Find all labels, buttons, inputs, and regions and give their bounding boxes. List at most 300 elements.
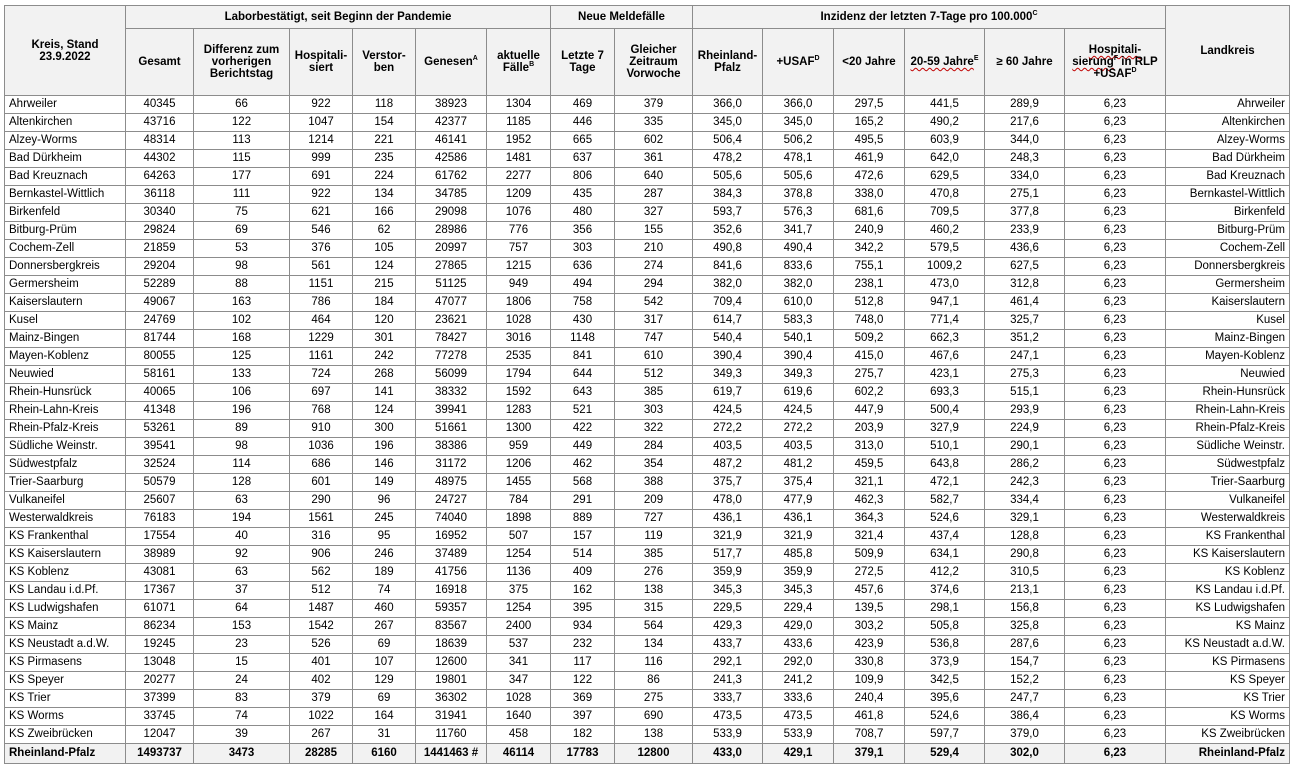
cell-gesamt: 44302	[126, 150, 194, 168]
table-row	[5, 456, 1290, 474]
cell-gleicher-zeitraum: 134	[615, 636, 693, 654]
cell-inzidenz-usaf: 241,2	[763, 672, 834, 690]
cell-letzte-7-tage: 395	[551, 600, 615, 618]
cell-landkreis: KS Ludwigshafen	[1166, 600, 1290, 618]
cell-gleicher-zeitraum: 119	[615, 528, 693, 546]
cell-differenz: 23	[194, 636, 290, 654]
cell-inzidenz-rlp: 429,3	[693, 618, 763, 636]
cell-inzidenz-20-59: 524,6	[905, 510, 985, 528]
cell-inzidenz-20-59: 634,1	[905, 546, 985, 564]
cell-genesen: 37489	[416, 546, 487, 564]
cell-differenz: 83	[194, 690, 290, 708]
cell-inzidenz-usaf: 436,1	[763, 510, 834, 528]
cell-inzidenz-rlp: 436,1	[693, 510, 763, 528]
cell-inzidenz-rlp: 321,9	[693, 528, 763, 546]
cell-letzte-7-tage: 303	[551, 240, 615, 258]
table-row	[5, 276, 1290, 294]
cell-inzidenz-rlp: 540,4	[693, 330, 763, 348]
cell-inzidenz-rlp: 619,7	[693, 384, 763, 402]
table-container	[4, 5, 1290, 764]
cell-inzidenz-unter-20: 275,7	[834, 366, 905, 384]
cell-hospitalisiert: 922	[290, 96, 353, 114]
cell-landkreis: KS Pirmasens	[1166, 654, 1290, 672]
cell-inzidenz-usaf: 833,6	[763, 258, 834, 276]
header-inzidenz-text: Inzidenz der letzten 7-Tage pro 100.000	[820, 11, 1033, 23]
cell-inzidenz-usaf: 481,2	[763, 456, 834, 474]
cell-differenz: 15	[194, 654, 290, 672]
cell-kreis: KS Neustadt a.d.W.	[5, 636, 126, 654]
cell-landkreis: Trier-Saarburg	[1166, 474, 1290, 492]
cell-hospitalisiert: 697	[290, 384, 353, 402]
cell-landkreis: Altenkirchen	[1166, 114, 1290, 132]
header-hospitalisierung	[1065, 29, 1166, 96]
cell-verstorben: 141	[353, 384, 416, 402]
cell-letzte-7-tage: 232	[551, 636, 615, 654]
cell-letzte-7-tage: 480	[551, 204, 615, 222]
cell-gesamt: 30340	[126, 204, 194, 222]
cell-inzidenz-20-59: 529,4	[905, 744, 985, 764]
cell-gleicher-zeitraum: 317	[615, 312, 693, 330]
cell-letzte-7-tage: 521	[551, 402, 615, 420]
cell-gleicher-zeitraum: 209	[615, 492, 693, 510]
cell-gesamt: 21859	[126, 240, 194, 258]
cell-hospitalisierung: 6,23	[1065, 96, 1166, 114]
cell-inzidenz-ueber-60: 334,4	[985, 492, 1065, 510]
cell-aktuelle-faelle: 757	[487, 240, 551, 258]
cell-inzidenz-20-59: 947,1	[905, 294, 985, 312]
cell-inzidenz-ueber-60: 351,2	[985, 330, 1065, 348]
cell-verstorben: 69	[353, 690, 416, 708]
cell-letzte-7-tage: 644	[551, 366, 615, 384]
cell-aktuelle-faelle: 2277	[487, 168, 551, 186]
cell-verstorben: 300	[353, 420, 416, 438]
cell-letzte-7-tage: 1148	[551, 330, 615, 348]
cell-gleicher-zeitraum: 210	[615, 240, 693, 258]
cell-kreis: KS Trier	[5, 690, 126, 708]
cell-differenz: 24	[194, 672, 290, 690]
cell-gesamt: 17554	[126, 528, 194, 546]
cell-differenz: 75	[194, 204, 290, 222]
cell-differenz: 89	[194, 420, 290, 438]
cell-verstorben: 134	[353, 186, 416, 204]
cell-landkreis: KS Mainz	[1166, 618, 1290, 636]
cell-inzidenz-unter-20: 748,0	[834, 312, 905, 330]
cell-verstorben: 166	[353, 204, 416, 222]
cell-genesen: 42377	[416, 114, 487, 132]
cell-verstorben: 196	[353, 438, 416, 456]
cell-inzidenz-rlp: 359,9	[693, 564, 763, 582]
cell-inzidenz-20-59: 470,8	[905, 186, 985, 204]
cell-aktuelle-faelle: 1283	[487, 402, 551, 420]
cell-inzidenz-usaf: 292,0	[763, 654, 834, 672]
cell-inzidenz-20-59: 342,5	[905, 672, 985, 690]
cell-aktuelle-faelle: 784	[487, 492, 551, 510]
cell-inzidenz-rlp: 506,4	[693, 132, 763, 150]
cell-inzidenz-usaf: 506,2	[763, 132, 834, 150]
cell-inzidenz-unter-20: 708,7	[834, 726, 905, 744]
cell-inzidenz-ueber-60: 386,4	[985, 708, 1065, 726]
table-row	[5, 654, 1290, 672]
cell-gleicher-zeitraum: 284	[615, 438, 693, 456]
cell-gleicher-zeitraum: 747	[615, 330, 693, 348]
cell-hospitalisiert: 512	[290, 582, 353, 600]
cell-verstorben: 224	[353, 168, 416, 186]
cell-gleicher-zeitraum: 388	[615, 474, 693, 492]
cell-gleicher-zeitraum: 354	[615, 456, 693, 474]
table-row	[5, 348, 1290, 366]
cell-verstorben: 107	[353, 654, 416, 672]
cell-aktuelle-faelle: 3016	[487, 330, 551, 348]
cell-aktuelle-faelle: 1206	[487, 456, 551, 474]
cell-inzidenz-usaf: 576,3	[763, 204, 834, 222]
cell-verstorben: 235	[353, 150, 416, 168]
cell-differenz: 153	[194, 618, 290, 636]
cell-inzidenz-unter-20: 472,6	[834, 168, 905, 186]
cell-hospitalisiert: 376	[290, 240, 353, 258]
cell-gesamt: 32524	[126, 456, 194, 474]
cell-kreis: KS Mainz	[5, 618, 126, 636]
cell-gleicher-zeitraum: 294	[615, 276, 693, 294]
cell-inzidenz-20-59: 579,5	[905, 240, 985, 258]
cell-aktuelle-faelle: 1898	[487, 510, 551, 528]
header-2059-text: 20-59 Jahre	[910, 56, 974, 68]
cell-hospitalisiert: 786	[290, 294, 353, 312]
cell-inzidenz-20-59: 374,6	[905, 582, 985, 600]
cell-gleicher-zeitraum: 138	[615, 582, 693, 600]
cell-differenz: 63	[194, 564, 290, 582]
cell-letzte-7-tage: 469	[551, 96, 615, 114]
cell-inzidenz-rlp: 229,5	[693, 600, 763, 618]
cell-aktuelle-faelle: 347	[487, 672, 551, 690]
table-row	[5, 708, 1290, 726]
cell-genesen: 19801	[416, 672, 487, 690]
cell-kreis: KS Pirmasens	[5, 654, 126, 672]
cell-kreis: KS Zweibrücken	[5, 726, 126, 744]
cell-hospitalisiert: 910	[290, 420, 353, 438]
cell-inzidenz-rlp: 533,9	[693, 726, 763, 744]
header-genesen-text: Genesen	[424, 56, 473, 68]
cell-inzidenz-usaf: 505,6	[763, 168, 834, 186]
cell-gesamt: 80055	[126, 348, 194, 366]
cell-aktuelle-faelle: 375	[487, 582, 551, 600]
cell-gesamt: 29204	[126, 258, 194, 276]
cell-landkreis: Bad Dürkheim	[1166, 150, 1290, 168]
covid-table	[4, 5, 1290, 764]
cell-inzidenz-rlp: 375,7	[693, 474, 763, 492]
table-row	[5, 474, 1290, 492]
cell-verstorben: 245	[353, 510, 416, 528]
cell-gesamt: 81744	[126, 330, 194, 348]
cell-hospitalisierung: 6,23	[1065, 654, 1166, 672]
cell-inzidenz-usaf: 490,4	[763, 240, 834, 258]
header-aktuelle-sup: B	[529, 61, 535, 69]
cell-gleicher-zeitraum: 379	[615, 96, 693, 114]
cell-verstorben: 460	[353, 600, 416, 618]
cell-aktuelle-faelle: 1076	[487, 204, 551, 222]
cell-landkreis: Westerwaldkreis	[1166, 510, 1290, 528]
cell-inzidenz-unter-20: 165,2	[834, 114, 905, 132]
cell-hospitalisiert: 401	[290, 654, 353, 672]
cell-kreis: KS Kaiserslautern	[5, 546, 126, 564]
cell-inzidenz-20-59: 582,7	[905, 492, 985, 510]
cell-inzidenz-unter-20: 240,9	[834, 222, 905, 240]
cell-gleicher-zeitraum: 275	[615, 690, 693, 708]
header-group-neue-meldefaelle: Neue Meldefälle	[551, 6, 693, 29]
cell-differenz: 69	[194, 222, 290, 240]
cell-inzidenz-rlp: 593,7	[693, 204, 763, 222]
cell-hospitalisiert: 290	[290, 492, 353, 510]
cell-kreis: Birkenfeld	[5, 204, 126, 222]
cell-inzidenz-rlp: 333,7	[693, 690, 763, 708]
cell-inzidenz-20-59: 629,5	[905, 168, 985, 186]
cell-inzidenz-ueber-60: 128,8	[985, 528, 1065, 546]
cell-kreis: KS Ludwigshafen	[5, 600, 126, 618]
cell-hospitalisiert: 768	[290, 402, 353, 420]
cell-inzidenz-ueber-60: 293,9	[985, 402, 1065, 420]
cell-inzidenz-usaf: 583,3	[763, 312, 834, 330]
cell-inzidenz-ueber-60: 290,8	[985, 546, 1065, 564]
cell-inzidenz-rlp: 505,6	[693, 168, 763, 186]
cell-verstorben: 96	[353, 492, 416, 510]
header-aktuelle-faelle	[487, 29, 551, 96]
cell-hospitalisierung: 6,23	[1065, 168, 1166, 186]
cell-aktuelle-faelle: 2535	[487, 348, 551, 366]
cell-inzidenz-20-59: 490,2	[905, 114, 985, 132]
cell-inzidenz-usaf: 485,8	[763, 546, 834, 564]
cell-genesen: 51125	[416, 276, 487, 294]
cell-gesamt: 36118	[126, 186, 194, 204]
cell-aktuelle-faelle: 1481	[487, 150, 551, 168]
cell-gleicher-zeitraum: 274	[615, 258, 693, 276]
cell-hospitalisierung: 6,23	[1065, 528, 1166, 546]
cell-landkreis: KS Neustadt a.d.W.	[1166, 636, 1290, 654]
cell-kreis: Mainz-Bingen	[5, 330, 126, 348]
table-row	[5, 528, 1290, 546]
cell-verstorben: 242	[353, 348, 416, 366]
cell-letzte-7-tage: 889	[551, 510, 615, 528]
cell-aktuelle-faelle: 1254	[487, 546, 551, 564]
cell-hospitalisierung: 6,23	[1065, 564, 1166, 582]
cell-inzidenz-ueber-60: 312,8	[985, 276, 1065, 294]
cell-inzidenz-ueber-60: 275,1	[985, 186, 1065, 204]
cell-inzidenz-unter-20: 681,6	[834, 204, 905, 222]
cell-inzidenz-rlp: 473,5	[693, 708, 763, 726]
cell-inzidenz-ueber-60: 286,2	[985, 456, 1065, 474]
cell-inzidenz-usaf: 366,0	[763, 96, 834, 114]
cell-gesamt: 20277	[126, 672, 194, 690]
cell-gleicher-zeitraum: 602	[615, 132, 693, 150]
cell-inzidenz-rlp: 384,3	[693, 186, 763, 204]
table-row	[5, 204, 1290, 222]
cell-hospitalisierung: 6,23	[1065, 366, 1166, 384]
cell-genesen: 56099	[416, 366, 487, 384]
cell-kreis: Vulkaneifel	[5, 492, 126, 510]
table-row	[5, 96, 1290, 114]
cell-landkreis: KS Landau i.d.Pf.	[1166, 582, 1290, 600]
cell-inzidenz-20-59: 373,9	[905, 654, 985, 672]
cell-inzidenz-ueber-60: 247,7	[985, 690, 1065, 708]
table-row	[5, 402, 1290, 420]
table-row	[5, 150, 1290, 168]
cell-hospitalisiert: 1036	[290, 438, 353, 456]
cell-inzidenz-usaf: 272,2	[763, 420, 834, 438]
cell-letzte-7-tage: 665	[551, 132, 615, 150]
cell-hospitalisiert: 691	[290, 168, 353, 186]
cell-verstorben: 62	[353, 222, 416, 240]
cell-differenz: 98	[194, 258, 290, 276]
cell-aktuelle-faelle: 1952	[487, 132, 551, 150]
table-row	[5, 240, 1290, 258]
cell-inzidenz-unter-20: 321,4	[834, 528, 905, 546]
cell-genesen: 34785	[416, 186, 487, 204]
cell-inzidenz-usaf: 345,0	[763, 114, 834, 132]
cell-gesamt: 43716	[126, 114, 194, 132]
cell-inzidenz-unter-20: 139,5	[834, 600, 905, 618]
cell-differenz: 133	[194, 366, 290, 384]
table-row	[5, 546, 1290, 564]
cell-inzidenz-ueber-60: 334,0	[985, 168, 1065, 186]
cell-verstorben: 154	[353, 114, 416, 132]
cell-hospitalisiert: 1561	[290, 510, 353, 528]
cell-letzte-7-tage: 934	[551, 618, 615, 636]
cell-genesen: 38923	[416, 96, 487, 114]
cell-aktuelle-faelle: 1794	[487, 366, 551, 384]
header-hosp-rlp: in RLP	[1118, 56, 1158, 68]
cell-gleicher-zeitraum: 287	[615, 186, 693, 204]
cell-aktuelle-faelle: 949	[487, 276, 551, 294]
cell-verstorben: 184	[353, 294, 416, 312]
cell-inzidenz-ueber-60: 290,1	[985, 438, 1065, 456]
cell-gleicher-zeitraum: 385	[615, 546, 693, 564]
cell-kreis: Mayen-Koblenz	[5, 348, 126, 366]
cell-aktuelle-faelle: 1592	[487, 384, 551, 402]
cell-hospitalisiert: 999	[290, 150, 353, 168]
cell-differenz: 74	[194, 708, 290, 726]
cell-gleicher-zeitraum: 327	[615, 204, 693, 222]
cell-differenz: 53	[194, 240, 290, 258]
cell-letzte-7-tage: 446	[551, 114, 615, 132]
cell-verstorben: 129	[353, 672, 416, 690]
cell-landkreis: Südwestpfalz	[1166, 456, 1290, 474]
cell-inzidenz-unter-20: 313,0	[834, 438, 905, 456]
table-header	[5, 6, 1290, 96]
cell-hospitalisiert: 601	[290, 474, 353, 492]
cell-landkreis: Bernkastel-Wittlich	[1166, 186, 1290, 204]
cell-inzidenz-unter-20: 602,2	[834, 384, 905, 402]
cell-aktuelle-faelle: 1136	[487, 564, 551, 582]
table-row	[5, 672, 1290, 690]
cell-hospitalisiert: 1487	[290, 600, 353, 618]
cell-verstorben: 301	[353, 330, 416, 348]
header-aktuelle-text: aktuelle Fälle	[497, 50, 540, 74]
cell-landkreis: KS Frankenthal	[1166, 528, 1290, 546]
cell-inzidenz-ueber-60: 152,2	[985, 672, 1065, 690]
cell-hospitalisiert: 1151	[290, 276, 353, 294]
cell-differenz: 63	[194, 492, 290, 510]
cell-genesen: 36302	[416, 690, 487, 708]
cell-verstorben: 6160	[353, 744, 416, 764]
cell-aktuelle-faelle: 1254	[487, 600, 551, 618]
table-row	[5, 168, 1290, 186]
cell-hospitalisiert: 562	[290, 564, 353, 582]
cell-hospitalisierung: 6,23	[1065, 744, 1166, 764]
cell-kreis: Ahrweiler	[5, 96, 126, 114]
cell-inzidenz-ueber-60: 217,6	[985, 114, 1065, 132]
cell-landkreis: Alzey-Worms	[1166, 132, 1290, 150]
cell-gesamt: 61071	[126, 600, 194, 618]
cell-verstorben: 124	[353, 258, 416, 276]
cell-hospitalisiert: 267	[290, 726, 353, 744]
cell-gesamt: 86234	[126, 618, 194, 636]
header-usaf-sup: D	[814, 55, 820, 63]
header-hospitalisiert: Hospitali-siert	[290, 29, 353, 96]
cell-inzidenz-20-59: 693,3	[905, 384, 985, 402]
cell-hospitalisierung: 6,23	[1065, 312, 1166, 330]
cell-inzidenz-rlp: 345,3	[693, 582, 763, 600]
cell-inzidenz-unter-20: 321,1	[834, 474, 905, 492]
cell-kreis: Rheinland-Pfalz	[5, 744, 126, 764]
cell-gleicher-zeitraum: 727	[615, 510, 693, 528]
cell-gleicher-zeitraum: 116	[615, 654, 693, 672]
cell-differenz: 102	[194, 312, 290, 330]
cell-landkreis: Bitburg-Prüm	[1166, 222, 1290, 240]
cell-inzidenz-rlp: 490,8	[693, 240, 763, 258]
cell-verstorben: 267	[353, 618, 416, 636]
cell-hospitalisiert: 1214	[290, 132, 353, 150]
cell-gleicher-zeitraum: 361	[615, 150, 693, 168]
cell-genesen: 20997	[416, 240, 487, 258]
cell-hospitalisiert: 1229	[290, 330, 353, 348]
cell-differenz: 106	[194, 384, 290, 402]
cell-inzidenz-unter-20: 447,9	[834, 402, 905, 420]
cell-letzte-7-tage: 758	[551, 294, 615, 312]
cell-hospitalisierung: 6,23	[1065, 150, 1166, 168]
cell-aktuelle-faelle: 341	[487, 654, 551, 672]
cell-verstorben: 74	[353, 582, 416, 600]
cell-letzte-7-tage: 117	[551, 654, 615, 672]
cell-gleicher-zeitraum: 322	[615, 420, 693, 438]
cell-genesen: 18639	[416, 636, 487, 654]
cell-hospitalisierung: 6,23	[1065, 240, 1166, 258]
cell-inzidenz-20-59: 472,1	[905, 474, 985, 492]
cell-kreis: KS Worms	[5, 708, 126, 726]
cell-aktuelle-faelle: 1304	[487, 96, 551, 114]
cell-aktuelle-faelle: 1185	[487, 114, 551, 132]
cell-landkreis: Germersheim	[1166, 276, 1290, 294]
cell-gleicher-zeitraum: 138	[615, 726, 693, 744]
cell-verstorben: 69	[353, 636, 416, 654]
table-row	[5, 258, 1290, 276]
header-hosp-text: Hospitali-sierung	[1072, 44, 1142, 68]
cell-inzidenz-rlp: 614,7	[693, 312, 763, 330]
cell-hospitalisierung: 6,23	[1065, 492, 1166, 510]
header-usaf	[763, 29, 834, 96]
cell-inzidenz-unter-20: 330,8	[834, 654, 905, 672]
header-landkreis: Landkreis	[1166, 6, 1290, 96]
cell-inzidenz-ueber-60: 377,8	[985, 204, 1065, 222]
cell-inzidenz-20-59: 441,5	[905, 96, 985, 114]
cell-kreis: Altenkirchen	[5, 114, 126, 132]
cell-hospitalisierung: 6,23	[1065, 114, 1166, 132]
cell-genesen: 59357	[416, 600, 487, 618]
cell-verstorben: 105	[353, 240, 416, 258]
cell-inzidenz-usaf: 345,3	[763, 582, 834, 600]
table-row	[5, 294, 1290, 312]
cell-kreis: Rhein-Pfalz-Kreis	[5, 420, 126, 438]
table-row	[5, 510, 1290, 528]
cell-aktuelle-faelle: 959	[487, 438, 551, 456]
cell-inzidenz-20-59: 536,8	[905, 636, 985, 654]
